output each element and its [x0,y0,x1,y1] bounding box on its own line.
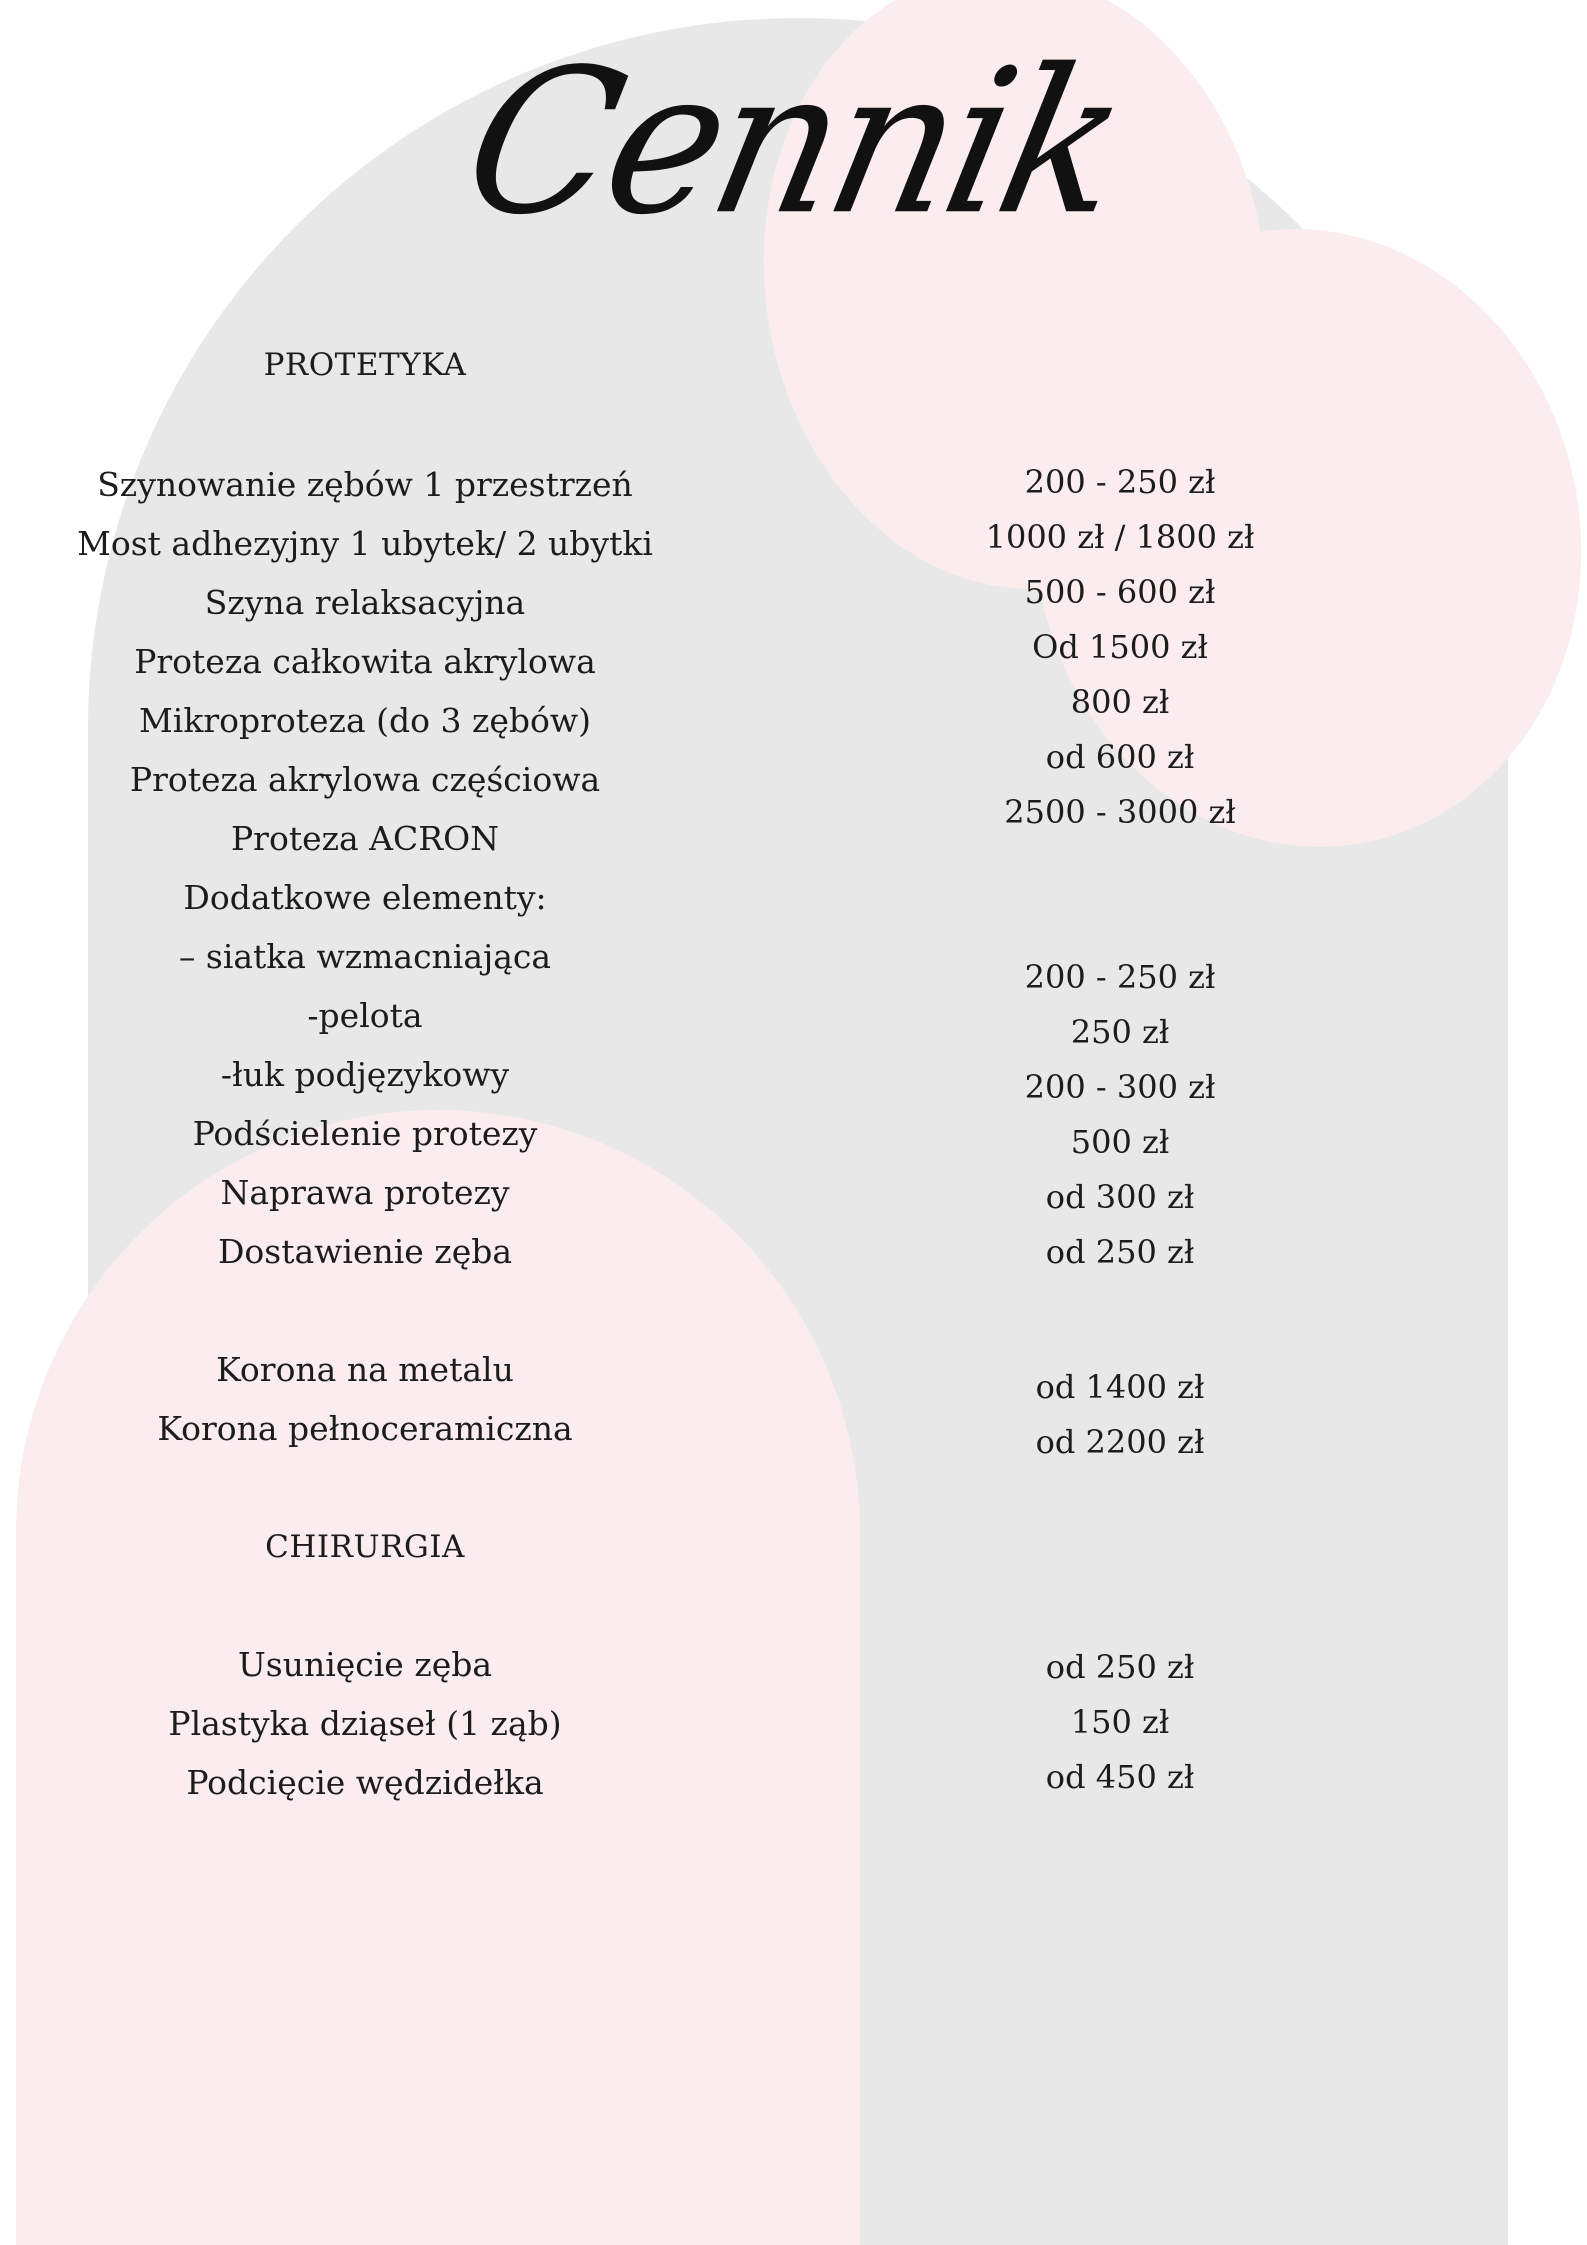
service-price: od 600 zł [1045,738,1195,776]
service-price: od 250 zł [1045,1648,1195,1686]
service-label: Podcięcie wędzidełka [186,1763,544,1802]
service-price: 500 zł [1070,1123,1170,1161]
service-label: Most adhezyjny 1 ubytek/ 2 ubytki [77,524,653,563]
service-price: 200 - 250 zł [1024,463,1216,501]
service-label: Korona na metalu [216,1350,514,1389]
service-price: 200 - 300 zł [1024,1068,1216,1106]
service-label: Podścielenie protezy [192,1114,538,1153]
service-price: od 2200 zł [1035,1423,1205,1461]
service-price: 1000 zł / 1800 zł [985,518,1255,556]
service-price: Od 1500 zł [1032,628,1208,666]
service-price: 500 - 600 zł [1024,573,1216,611]
service-label: Plastyka dziąseł (1 ząb) [168,1704,562,1743]
service-label: Dostawienie zęba [217,1232,513,1271]
service-label: Proteza całkowita akrylowa [134,642,596,681]
service-label: -pelota [307,996,423,1035]
service-price: 250 zł [1070,1013,1170,1051]
service-price: od 450 zł [1045,1758,1195,1796]
service-label: -łuk podjęzykowy [220,1055,510,1094]
service-price: 200 - 250 zł [1024,958,1216,996]
service-price: 2500 - 3000 zł [1004,793,1236,831]
service-label: Szyna relaksacyjna [204,583,526,622]
service-label: Proteza akrylowa częściowa [129,760,601,799]
section-heading-chirurgia: CHIRURGIA [265,1529,465,1565]
service-price: 150 zł [1070,1703,1170,1741]
service-price: od 1400 zł [1035,1368,1205,1406]
service-label: Usunięcie zęba [237,1645,493,1684]
service-label: Szynowanie zębów 1 przestrzeń [97,465,633,504]
service-label: Mikroproteza (do 3 zębów) [139,701,591,740]
service-price: 800 zł [1070,683,1170,721]
page-title: Cennik [447,26,1140,259]
service-label: – siatka wzmacniająca [178,937,552,976]
service-price: od 250 zł [1045,1233,1195,1271]
service-label: Dodatkowe elementy: [183,878,547,917]
section-heading-protetyka: PROTETYKA [263,347,467,383]
service-label: Naprawa protezy [220,1173,510,1212]
service-label: Korona pełnoceramiczna [157,1409,573,1448]
service-label: Proteza ACRON [230,819,500,858]
service-price: od 300 zł [1045,1178,1195,1216]
